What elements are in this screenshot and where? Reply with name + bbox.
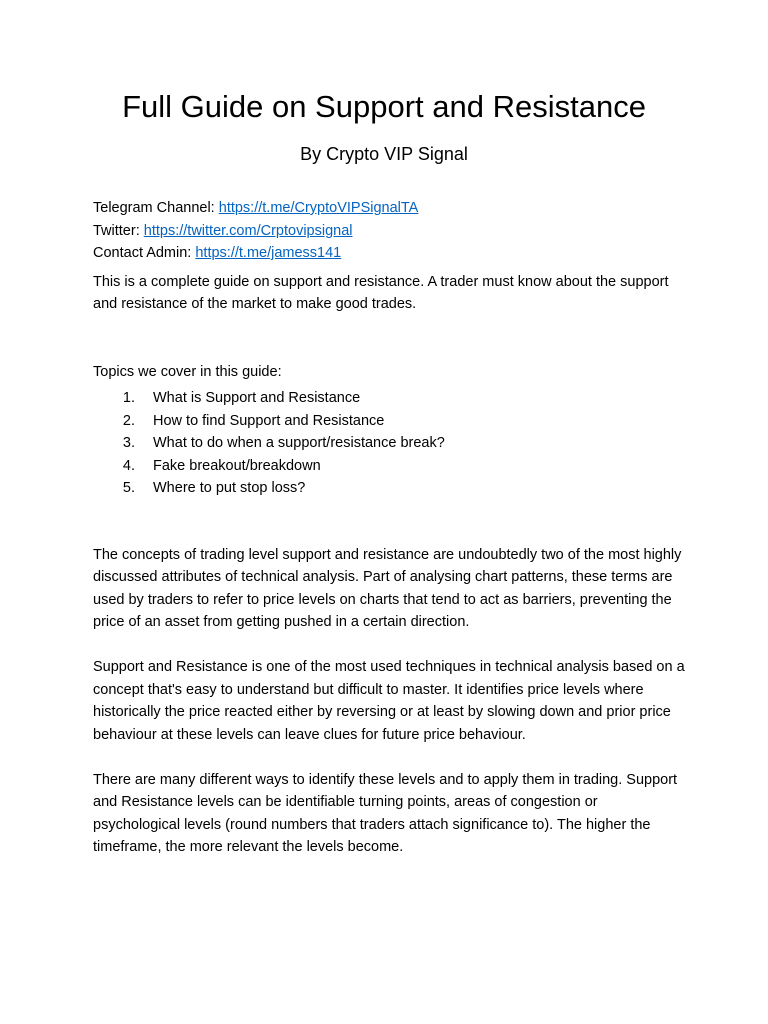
contact-label: Telegram Channel: [93,200,219,216]
contact-label: Twitter: [93,222,144,239]
twitter-link[interactable]: https://twitter.com/Crptovipsignal [143,222,353,239]
body-paragraph-1: The concepts of trading level support and resistance are undoubtedly two of the most highly discussed attributes of technical analysis. Part of analysing chart patterns, these terms are used by traders to refer to price levels on charts that tend to act as barriers, preventing the price of an asset from getting pushed in a certain direction. [93,546,682,630]
topic-item: 5. Where to put stop loss? [139,477,685,500]
topic-item: 3. What to do when a support/resistance break? [139,432,685,455]
contact-twitter [93,220,685,243]
admin-link[interactable]: https://t.me/jamess141 [195,245,342,261]
intro-paragraph: This is a complete guide on support and resistance. A trader must know about the support and resistance of the market to make good trades. [93,273,669,312]
document-subtitle: By Crypto VIP Signal [300,144,468,164]
body-paragraph-3: There are many different ways to identify these levels and to apply them in trading. Support and Resistance levels can be identifiable turning points, areas of congestion or psychological levels (round numbers that traders attach significance to). The higher the timeframe, the more relevant the levels become. [93,771,678,855]
topic-item: 4. Fake breakout/breakdown [139,455,685,478]
topics-heading: Topics we cover in this guide: [93,363,282,380]
contact-label: Contact Admin: [93,245,196,261]
topics-list [93,387,685,500]
document-body [93,197,685,881]
contact-block [93,197,685,265]
topic-item: 2. How to find Support and Resistance [139,410,685,433]
document-title: Full Guide on Support and Resistance [122,89,646,124]
topic-item: 1. What is Support and Resistance [139,387,685,410]
contact-admin [93,242,685,265]
body-paragraph-2: Support and Resistance is one of the most used techniques in technical analysis based on a concept that's easy to understand but difficult to master. It identifies price levels where historically the price reacted either by reversing or at least by slowing down and prior price behaviour at these levels can leave clues for future price behaviour. [93,659,685,743]
contact-telegram [93,197,685,220]
telegram-link[interactable]: https://t.me/CryptoVIPSignalTA [218,200,419,216]
